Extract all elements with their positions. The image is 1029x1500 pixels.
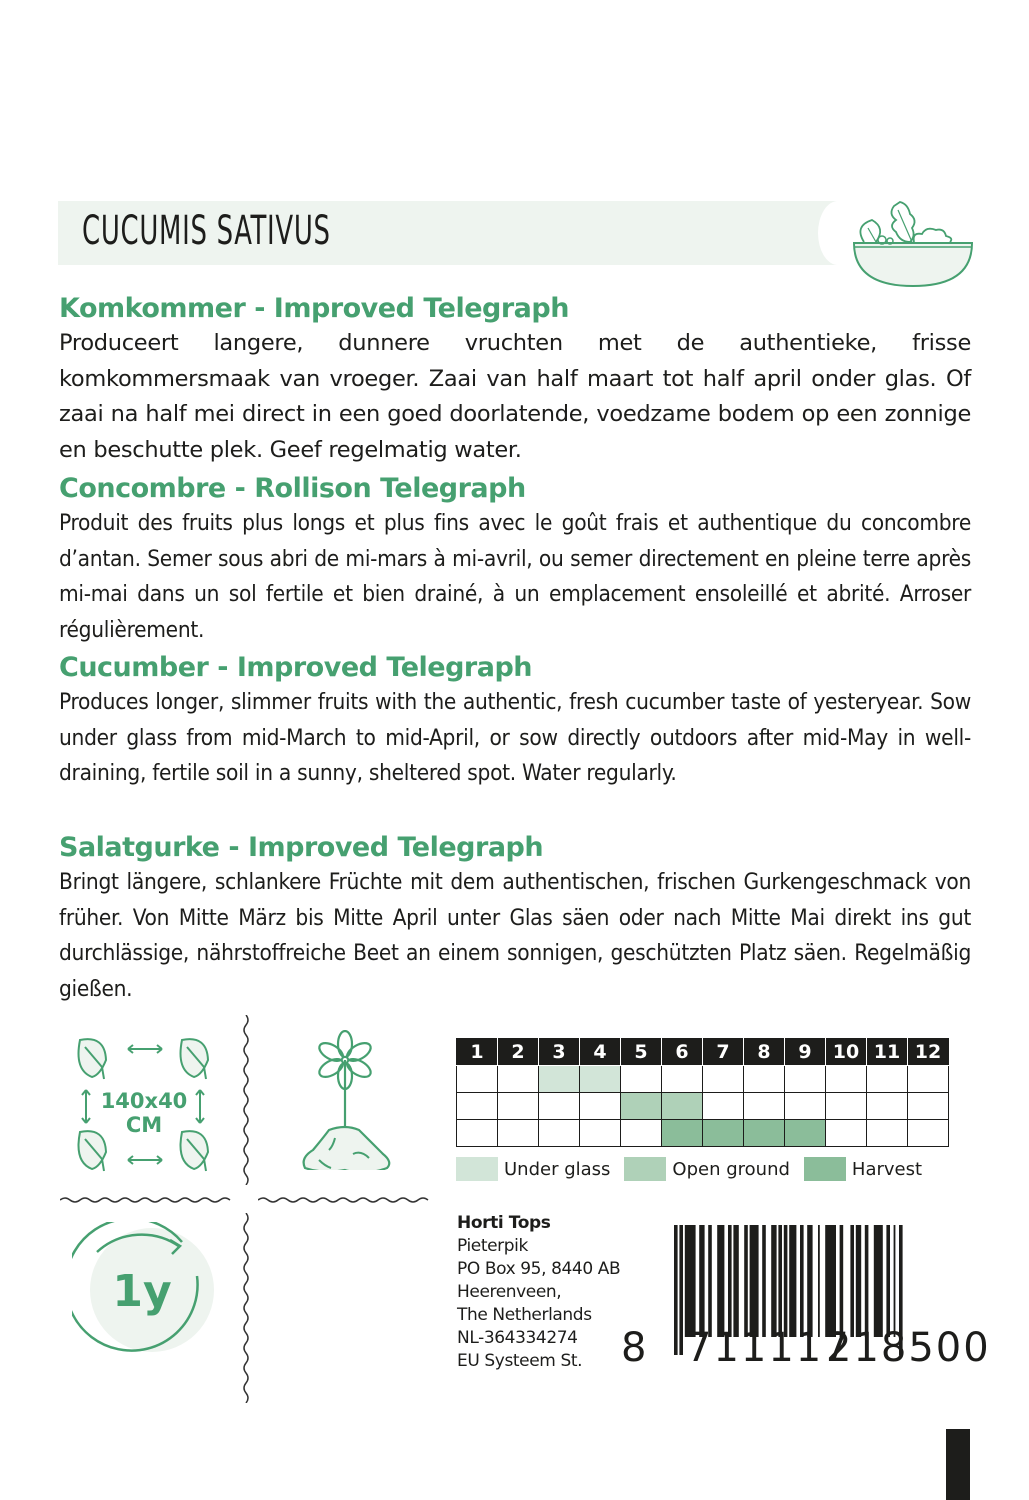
section-title: Cucumber - Improved Telegraph <box>59 652 532 683</box>
section-title: Concombre - Rollison Telegraph <box>59 473 526 504</box>
calendar-cell <box>498 1066 539 1093</box>
month-9: 9 <box>785 1039 826 1066</box>
calendar-cell <box>539 1066 580 1093</box>
legend-harvest <box>804 1157 922 1181</box>
calendar-cell <box>703 1120 744 1147</box>
address-line: PO Box 95, 8440 AB <box>457 1259 621 1279</box>
barcode-left-digits: 711117 <box>686 1325 851 1371</box>
address-line: Pieterpik <box>457 1236 528 1256</box>
calendar-cell <box>867 1066 908 1093</box>
plant-spacing-icon <box>70 1035 220 1175</box>
calendar-cell <box>703 1066 744 1093</box>
calendar-cell <box>498 1093 539 1120</box>
calendar-cell <box>785 1066 826 1093</box>
barcode-first-digit: 8 <box>621 1325 647 1371</box>
calendar-row <box>457 1093 949 1120</box>
calendar-cell <box>744 1120 785 1147</box>
month-12: 12 <box>908 1039 949 1066</box>
section-body: Produces longer, slimmer fruits with the authentic, fresh cucumber taste of yesteryear. Sow under glass from mid-March to mid-April, or sow directly outdoors after mid-May in well-draining, fertile soil in a sunny, sheltered spot. Water regularly. <box>59 689 971 786</box>
month-6: 6 <box>662 1039 703 1066</box>
calendar-cell <box>580 1066 621 1093</box>
legend-label: Under glass <box>504 1158 611 1180</box>
calendar-row <box>457 1066 949 1093</box>
calendar-cell <box>826 1066 867 1093</box>
address-line: The Netherlands <box>457 1305 592 1325</box>
supplier-address <box>457 1212 620 1373</box>
calendar-cell <box>621 1066 662 1093</box>
address-line: Heerenveen, <box>457 1282 562 1302</box>
section-en <box>59 651 971 792</box>
legend-label: Open ground <box>672 1158 790 1180</box>
month-2: 2 <box>498 1039 539 1066</box>
calendar-cell <box>539 1120 580 1147</box>
section-body: Bringt längere, schlankere Früchte mit dem authentischen, frischen Gurkengeschmack von früher. Von Mitte März bis Mitte April unter Glas säen oder nach Mitte Mai direkt ins gut durchlässige, nährstoffreiche Beet an einem sonnigen, geschützten Platz säen. Regelmäßig gießen. <box>59 869 971 1002</box>
botanical-name: CUCUMIS SATIVUS <box>82 208 331 254</box>
month-7: 7 <box>703 1039 744 1066</box>
calendar-cell <box>826 1093 867 1120</box>
section-title: Komkommer - Improved Telegraph <box>59 293 569 324</box>
legend-under-glass <box>456 1157 610 1181</box>
calendar-cell <box>498 1120 539 1147</box>
month-11: 11 <box>867 1039 908 1066</box>
spacing-unit: CM <box>125 1113 163 1137</box>
ean-barcode <box>621 1225 991 1375</box>
wavy-divider-vertical <box>241 1015 251 1185</box>
legend-open-ground <box>624 1157 789 1181</box>
calendar-cell <box>744 1066 785 1093</box>
month-10: 10 <box>826 1039 867 1066</box>
print-mark <box>946 1429 970 1500</box>
calendar-cell <box>457 1093 498 1120</box>
annual-cycle-icon <box>72 1222 217 1367</box>
month-5: 5 <box>621 1039 662 1066</box>
calendar-cell <box>580 1120 621 1147</box>
legend-swatch <box>804 1157 846 1181</box>
month-3: 3 <box>539 1039 580 1066</box>
section-fr <box>59 472 971 648</box>
barcode-right-digits: 218500 <box>826 1325 991 1371</box>
calendar-cell <box>662 1120 703 1147</box>
company-name: Horti Tops <box>457 1213 551 1233</box>
lifecycle-label: 1y <box>112 1266 172 1317</box>
address-line: EU Systeem St. <box>457 1351 583 1371</box>
calendar-cell <box>457 1066 498 1093</box>
calendar-cell <box>457 1120 498 1147</box>
month-1: 1 <box>457 1039 498 1066</box>
wavy-divider-horizontal <box>258 1195 433 1205</box>
calendar-cell <box>621 1120 662 1147</box>
section-title: Salatgurke - Improved Telegraph <box>59 832 544 863</box>
calendar-cell <box>744 1093 785 1120</box>
address-line: NL-364334274 <box>457 1328 578 1348</box>
calendar-cell <box>539 1093 580 1120</box>
wavy-divider-horizontal <box>60 1195 235 1205</box>
calendar-cell <box>580 1093 621 1120</box>
legend-swatch <box>456 1157 498 1181</box>
legend-swatch <box>624 1157 666 1181</box>
calendar-legend <box>456 1157 936 1181</box>
calendar-cell <box>662 1093 703 1120</box>
month-8: 8 <box>744 1039 785 1066</box>
calendar-cell <box>662 1066 703 1093</box>
spacing-value: 140x40 <box>100 1089 188 1113</box>
calendar-cell <box>621 1093 662 1120</box>
calendar-row <box>457 1120 949 1147</box>
section-body: Produit des fruits plus longs et plus fins avec le goût frais et authentique du concombre d’antan. Semer sous abri de mi-mars à mi-avril, ou semer directement en pleine terre après mi-mai dans un sol fertile et bien drainé, à un emplacement ensoleillé et abrité. Arroser régulièrement. <box>59 510 971 643</box>
calendar-cell <box>826 1120 867 1147</box>
salad-bowl-icon <box>848 198 978 290</box>
calendar-cell <box>785 1093 826 1120</box>
section-body: Produceert langere, dunnere vruchten met de authentieke, frisse komkommersmaak van vroeger. Zaai van half maart tot half april onder glas. Of zaai na half mei direct in een goed doorlatende, voedzame bodem op een zonnige en beschutte plek. Geef regelmatig water. <box>59 330 971 463</box>
calendar-cell <box>867 1120 908 1147</box>
calendar-cell <box>908 1093 949 1120</box>
calendar-cell <box>703 1093 744 1120</box>
section-de <box>59 831 971 1007</box>
calendar-cell <box>785 1120 826 1147</box>
calendar-cell <box>908 1120 949 1147</box>
section-nl <box>59 292 971 468</box>
flower-in-soil-icon <box>295 1030 405 1170</box>
legend-label: Harvest <box>851 1158 923 1180</box>
month-4: 4 <box>580 1039 621 1066</box>
calendar-month-header <box>457 1039 949 1066</box>
wavy-divider-vertical <box>241 1213 251 1403</box>
calendar-cell <box>867 1093 908 1120</box>
calendar-cell <box>908 1066 949 1093</box>
sowing-calendar <box>456 1038 949 1147</box>
